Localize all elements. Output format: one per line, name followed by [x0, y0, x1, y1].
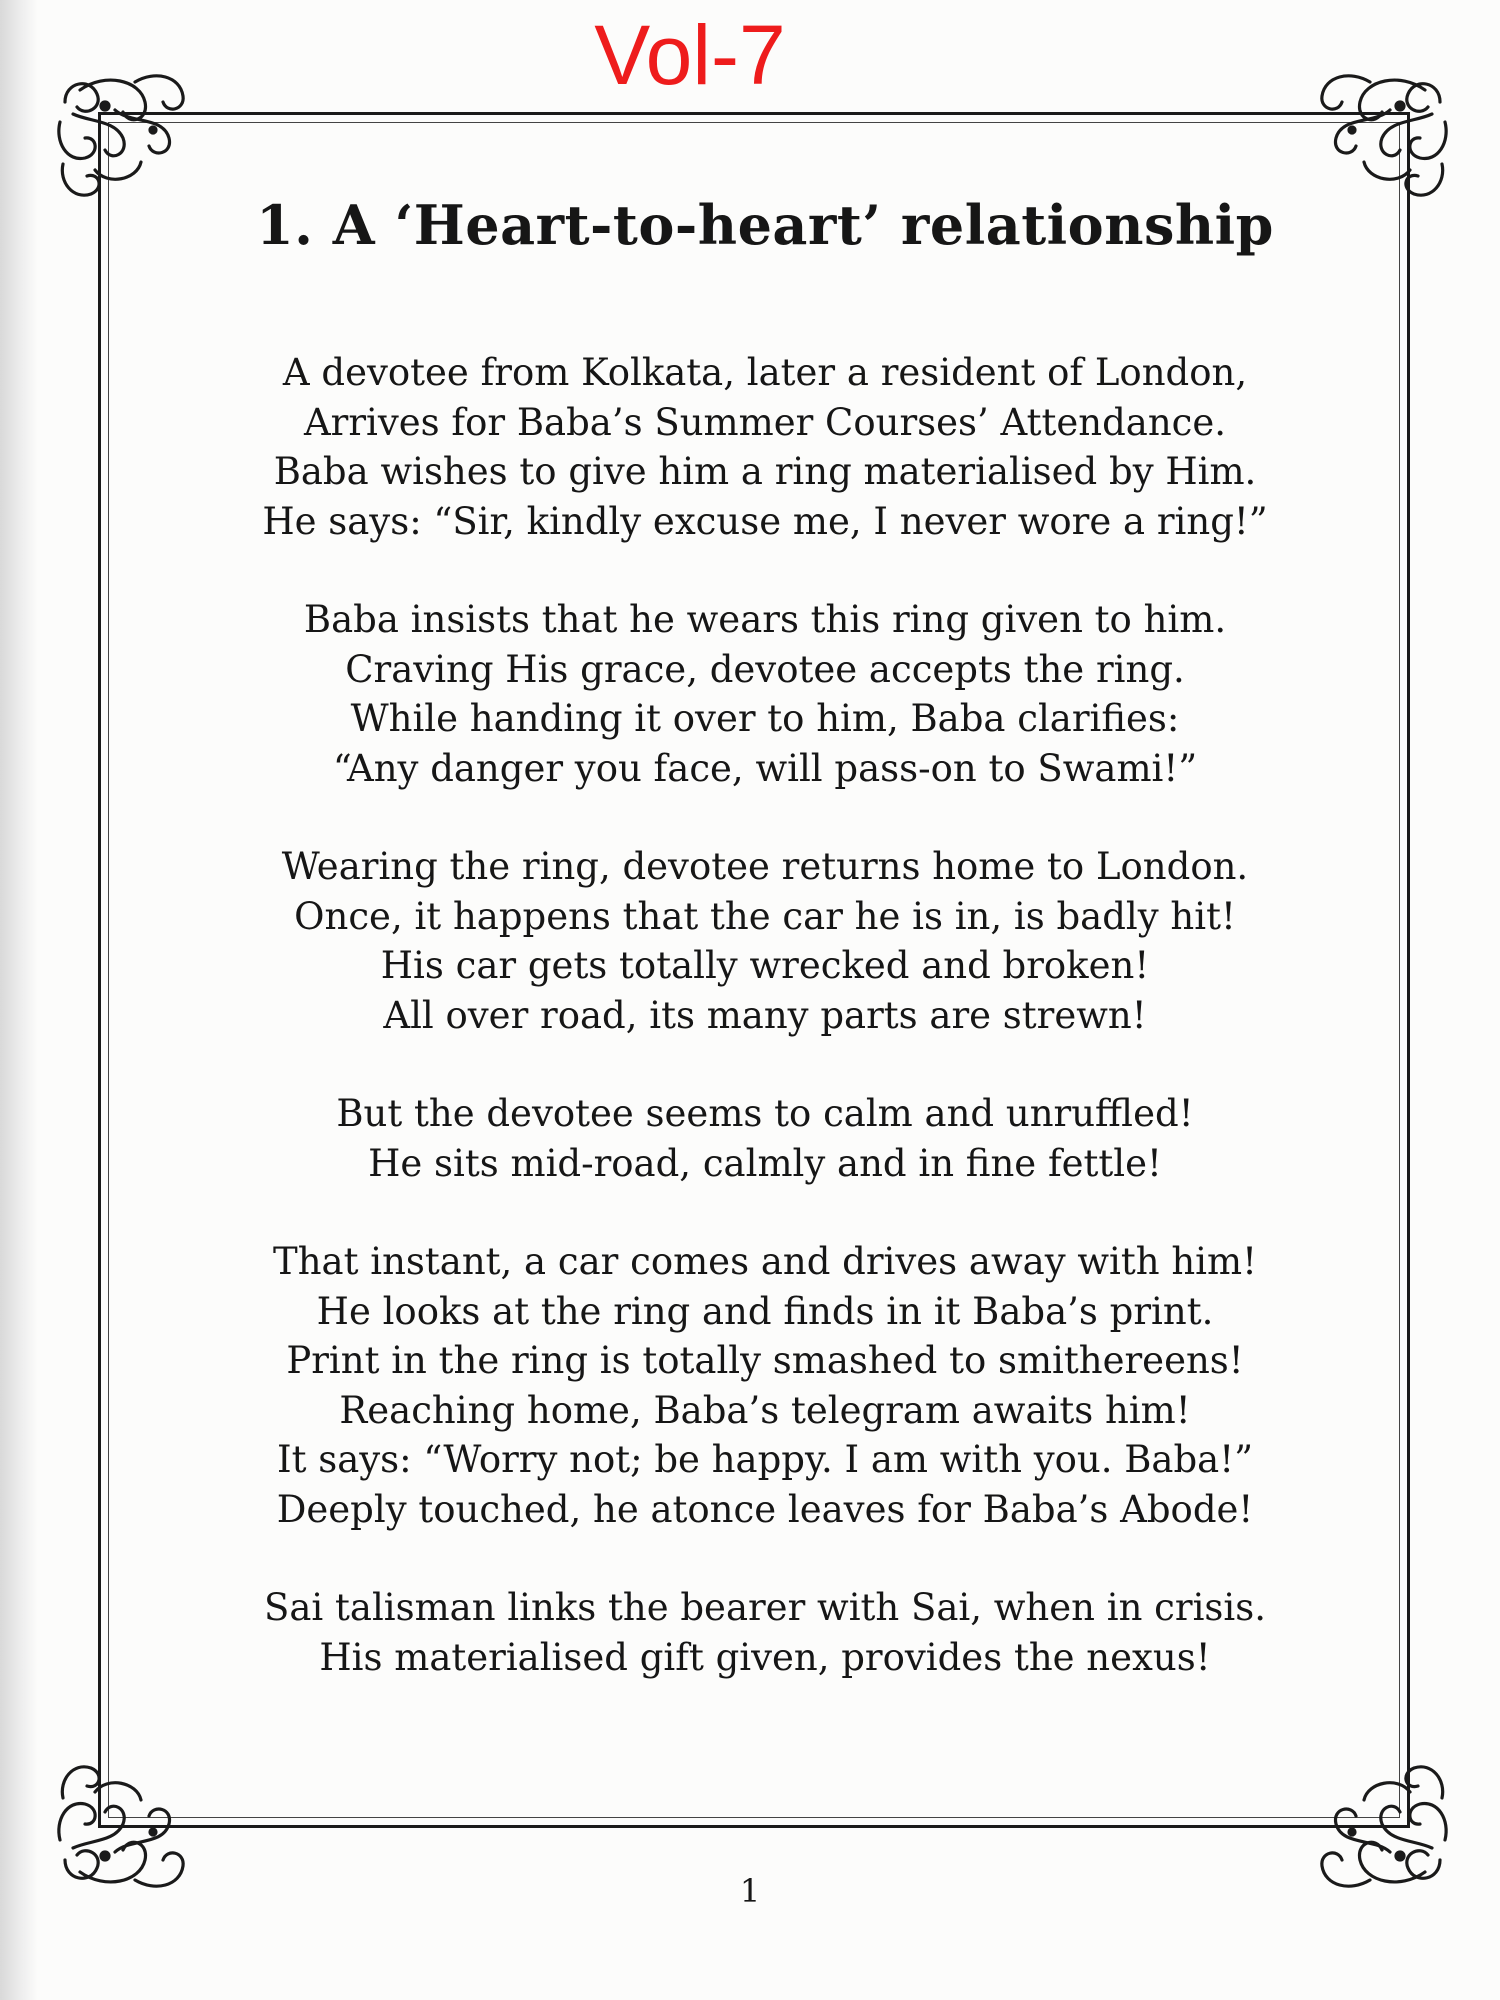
page-gutter-shadow — [0, 0, 38, 2000]
poem-line: Sai talisman links the bearer with Sai, when in crisis. — [264, 1586, 1266, 1629]
poem-line: A devotee from Kolkata, later a resident of London, — [282, 351, 1248, 394]
poem-line: He sits mid-road, calmly and in fine fettle! — [368, 1141, 1162, 1185]
poem-line: “Any danger you face, will pass-on to Swami!” — [332, 746, 1198, 790]
poem-line: He looks at the ring and finds in it Baba’s print. — [316, 1289, 1214, 1333]
stanza — [120, 842, 1410, 1040]
poem-line: But the devotee seems to calm and unruffled! — [336, 1092, 1194, 1135]
stanza — [120, 1089, 1410, 1188]
poem-line: Baba insists that he wears this ring given to him. — [303, 598, 1227, 641]
poem-line: Deeply touched, he atonce leaves for Baba’s Abode! — [276, 1487, 1254, 1531]
stanza — [120, 595, 1410, 793]
poem-line: Print in the ring is totally smashed to smithereens! — [286, 1339, 1244, 1382]
volume-label: Vol-7 — [594, 8, 786, 102]
poem-line: Once, it happens that the car he is in, is badly hit! — [294, 894, 1236, 938]
poem-line: All over road, its many parts are strewn! — [383, 993, 1147, 1037]
chapter-heading: 1. A ‘Heart-to-heart’ relationship — [256, 193, 1274, 257]
poem-line: Wearing the ring, devotee returns home to London. — [281, 845, 1249, 888]
poem-body — [120, 348, 1410, 1731]
poem-line: Reaching home, Baba’s telegram awaits him! — [339, 1388, 1191, 1432]
poem-line: Baba wishes to give him a ring materialised by Him. — [273, 450, 1257, 493]
poem-line: It says: “Worry not; be happy. I am with you. Baba!” — [276, 1438, 1254, 1481]
corner-ornament-bottom-right-icon — [1310, 1750, 1460, 1900]
poem-line: His materialised gift given, provides the nexus! — [319, 1635, 1211, 1679]
stanza — [120, 348, 1410, 546]
poem-line: His car gets totally wrecked and broken! — [380, 944, 1150, 987]
stanza — [120, 1237, 1410, 1534]
poem-line: He says: “Sir, kindly excuse me, I never wore a ring!” — [262, 499, 1268, 543]
stanza — [120, 1583, 1410, 1682]
poem-line: That instant, a car comes and drives away with him! — [273, 1240, 1257, 1283]
corner-ornament-bottom-left-icon — [45, 1750, 195, 1900]
poem-line: Arrives for Baba’s Summer Courses’ Attendance. — [303, 400, 1227, 444]
poem-line: Craving His grace, devotee accepts the ring. — [345, 647, 1185, 691]
poem-line: While handing it over to him, Baba clarifies: — [350, 697, 1180, 740]
page-number: 1 — [739, 1872, 761, 1910]
